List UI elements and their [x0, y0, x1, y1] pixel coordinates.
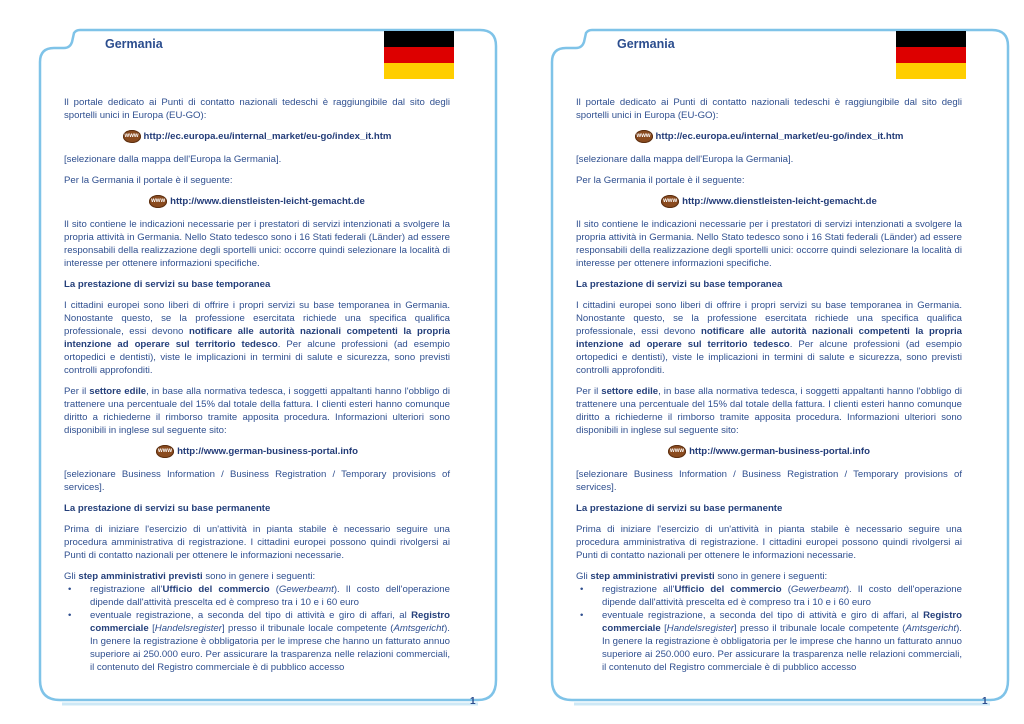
permanent-heading: La prestazione di servizi su base permanente	[64, 503, 271, 515]
select-map-note: [selezionare dalla mappa dell'Europa la Germania].	[576, 154, 794, 166]
flag-stripe-red	[384, 47, 454, 63]
page-content	[64, 96, 450, 674]
document-page	[512, 0, 1024, 724]
steps-intro: Gli step amministrativi previsti sono in genere i seguenti:	[64, 571, 316, 583]
construction-text: Per il settore edile, in base alla normativa tedesca, i soggetti appaltanti hanno l'obbligo di trattenere una percentuale del 15% dal totale della fattura. I clienti esteri hanno comunque diritto a richiederne il rimborso tramite apposita procedura. Informazioni ulteriori sono disponibili in inglese sul seguente sito:	[64, 386, 450, 437]
portal-intro: Per la Germania il portale è il seguente:	[64, 175, 233, 187]
german-flag-icon	[896, 31, 966, 79]
flag-stripe-black	[384, 31, 454, 47]
permanent-text: Prima di iniziare l'esercizio di un'attività in pianta stabile è necessario seguire una procedura amministrativa di registrazione. I cittadini europei possono quindi rivolgersi ai Punti di contatto nazionali per ottenere le informazioni necessarie.	[576, 524, 962, 562]
intro-text: Il portale dedicato ai Punti di contatto nazionali tedeschi è raggiungibile dal sito degli sportelli unici in Europa (EU-GO):	[64, 97, 450, 121]
permanent-text: Prima di iniziare l'esercizio di un'attività in pianta stabile è necessario seguire una procedura amministrativa di registrazione. I cittadini europei possono quindi rivolgersi ai Punti di contatto nazionali per ottenere le informazioni necessarie.	[64, 524, 450, 562]
temporary-heading: La prestazione di servizi su base temporanea	[64, 279, 271, 291]
list-item: • registrazione all'Ufficio del commercio (Gewerbeamt). Il costo dell'operazione dipende dall'attività prescelta ed è compreso tra i 10 e i 60 euro	[64, 583, 450, 609]
www-icon: www	[156, 445, 174, 458]
link-german-business-portal[interactable]: www http://www.german-business-portal.info	[670, 446, 870, 458]
page-number: 1	[470, 696, 476, 707]
page-content	[576, 96, 962, 674]
page-title: Germania	[105, 37, 163, 51]
link-eu-go[interactable]: www http://ec.europa.eu/internal_market/eu-go/index_it.htm	[636, 131, 904, 143]
flag-stripe-gold	[384, 63, 454, 79]
select-business-note: [selezionare Business Information / Business Registration / Temporary provisions of services].	[576, 469, 962, 494]
www-icon: www	[661, 195, 679, 208]
flag-stripe-red	[896, 47, 966, 63]
construction-text: Per il settore edile, in base alla normativa tedesca, i soggetti appaltanti hanno l'obbligo di trattenere una percentuale del 15% dal totale della fattura. I clienti esteri hanno comunque diritto a richiederne il rimborso tramite apposita procedura. Informazioni ulteriori sono disponibili in inglese sul seguente sito:	[576, 386, 962, 437]
link-eu-go[interactable]: www http://ec.europa.eu/internal_market/eu-go/index_it.htm	[124, 131, 392, 143]
site-info: Il sito contiene le indicazioni necessarie per i prestatori di servizi intenzionati a svolgere la propria attività in Germania. Nello Stato tedesco sono i 16 Stati federali (Länder) ad essere responsabili della realizzazione degli sportelli unici: occorre quindi selezionare la località di interesse per ottenere informazioni specifiche.	[64, 219, 450, 270]
portal-intro: Per la Germania il portale è il seguente:	[576, 175, 745, 187]
temporary-heading: La prestazione di servizi su base temporanea	[576, 279, 783, 291]
link-dienstleisten[interactable]: www http://www.dienstleisten-leicht-gemacht.de	[663, 196, 877, 208]
link-german-business-portal[interactable]: www http://www.german-business-portal.info	[158, 446, 358, 458]
www-icon: www	[123, 130, 141, 143]
site-info: Il sito contiene le indicazioni necessarie per i prestatori di servizi intenzionati a svolgere la propria attività in Germania. Nello Stato tedesco sono i 16 Stati federali (Länder) ad essere responsabili della realizzazione degli sportelli unici: occorre quindi selezionare la località di interesse per ottenere informazioni specifiche.	[576, 219, 962, 270]
flag-stripe-black	[896, 31, 966, 47]
steps-list	[64, 583, 450, 674]
steps-intro: Gli step amministrativi previsti sono in genere i seguenti:	[576, 571, 828, 583]
german-flag-icon	[384, 31, 454, 79]
select-business-note: [selezionare Business Information / Business Registration / Temporary provisions of services].	[64, 469, 450, 494]
list-item: • eventuale registrazione, a seconda del tipo di attività e giro di affari, al Registro commerciale [Handelsregister] presso il tribunale locale competente (Amtsgericht). In genere la registrazione è obbligatoria per le imprese che hanno un fatturato annuo superiore ai 250.000 euro. Per assicurare la trasparenza nelle relazioni commerciali, il contenuto del Registro commerciale è di pubblico accesso	[576, 609, 962, 674]
link-dienstleisten[interactable]: www http://www.dienstleisten-leicht-gemacht.de	[151, 196, 365, 208]
flag-stripe-gold	[896, 63, 966, 79]
list-item: • eventuale registrazione, a seconda del tipo di attività e giro di affari, al Registro commerciale [Handelsregister] presso il tribunale locale competente (Amtsgericht). In genere la registrazione è obbligatoria per le imprese che hanno un fatturato annuo superiore ai 250.000 euro. Per assicurare la trasparenza nelle relazioni commerciali, il contenuto del Registro commerciale è di pubblico accesso	[64, 609, 450, 674]
temporary-text: I cittadini europei sono liberi di offrire i propri servizi su base temporanea in Germania. Nonostante questo, se la professione esercitata richiede una specifica qualifica professionale, essi devono notificare alle autorità nazionali competenti la propria intenzione ad operare sul territorio tedesco. Per alcune professioni (ad esempio ortopedici e dentisti), viste le implicazioni in termini di salute e sicurezza, sono previsti controlli approfonditi.	[576, 300, 963, 377]
www-icon: www	[149, 195, 167, 208]
intro-text: Il portale dedicato ai Punti di contatto nazionali tedeschi è raggiungibile dal sito degli sportelli unici in Europa (EU-GO):	[576, 97, 962, 121]
www-icon: www	[668, 445, 686, 458]
page-title: Germania	[617, 37, 675, 51]
permanent-heading: La prestazione di servizi su base permanente	[576, 503, 783, 515]
select-map-note: [selezionare dalla mappa dell'Europa la Germania].	[64, 154, 282, 166]
page-number: 1	[982, 696, 988, 707]
steps-list	[576, 583, 962, 674]
temporary-text: I cittadini europei sono liberi di offrire i propri servizi su base temporanea in Germania. Nonostante questo, se la professione esercitata richiede una specifica qualifica professionale, essi devono notificare alle autorità nazionali competenti la propria intenzione ad operare sul territorio tedesco. Per alcune professioni (ad esempio ortopedici e dentisti), viste le implicazioni in termini di salute e sicurezza, sono previsti controlli approfonditi.	[64, 300, 451, 377]
list-item: • registrazione all'Ufficio del commercio (Gewerbeamt). Il costo dell'operazione dipende dall'attività prescelta ed è compreso tra i 10 e i 60 euro	[576, 583, 962, 609]
www-icon: www	[635, 130, 653, 143]
